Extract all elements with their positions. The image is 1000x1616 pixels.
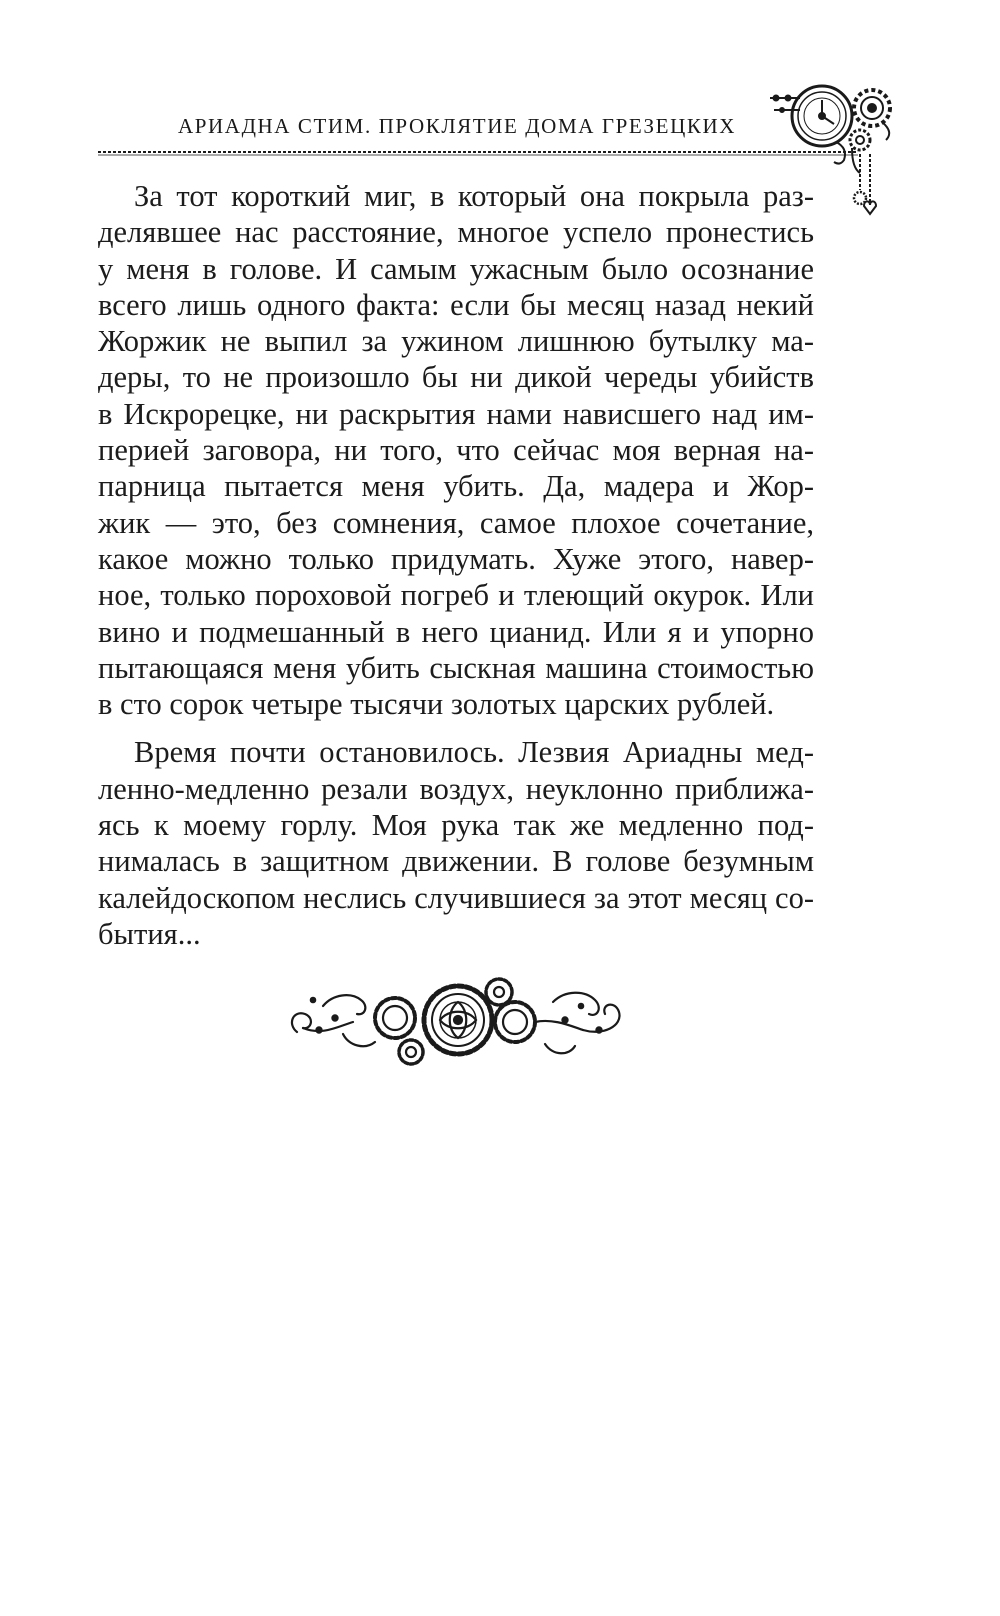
text-line: ное, только пороховой погреб и тлеющий окурок. Или bbox=[98, 578, 814, 613]
steampunk-gear-vignette bbox=[283, 970, 633, 1070]
running-head: АРИАДНА СТИМ. ПРОКЛЯТИЕ ДОМА ГРЕЗЕЦКИХ bbox=[178, 114, 736, 138]
text-line: Время почти остановилось. Лезвия Ариадны мед- bbox=[134, 735, 814, 770]
text-line: в Искрорецке, ни раскрытия нами нависшего над им- bbox=[98, 396, 814, 431]
text-line: парница пытается меня убить. Да, мадера и Жор- bbox=[98, 469, 814, 504]
chapter-body-text bbox=[98, 178, 814, 952]
text-line: у меня в голове. И самым ужасным было осознание bbox=[98, 251, 814, 286]
text-line: ясь к моему горлу. Моя рука так же медленно под- bbox=[98, 808, 814, 843]
text-line: ленно-медленно резали воздух, неуклонно приближа- bbox=[98, 771, 814, 806]
text-line: калейдоскопом неслись случившиеся за этот месяц со- bbox=[98, 880, 814, 915]
paragraph bbox=[98, 734, 814, 952]
text-line: За тот короткий миг, в который она покрыла раз- bbox=[134, 179, 814, 213]
text-line: какое можно только придумать. Хуже этого, навер- bbox=[98, 541, 814, 576]
text-line: вино и подмешанный в него цианид. Или я и упорно bbox=[98, 614, 814, 649]
header-dotted-rule bbox=[98, 147, 858, 157]
text-line: всего лишь одного факта: если бы месяц назад некий bbox=[98, 287, 814, 322]
text-line: делявшее нас расстояние, многое успело пронестись bbox=[98, 215, 814, 250]
paragraph bbox=[98, 178, 814, 722]
text-line: Жоржик не выпил за ужином лишнюю бутылку ма- bbox=[98, 324, 814, 359]
text-line: бытия... bbox=[98, 916, 201, 951]
text-line: деры, то не произошло бы ни дикой череды убийств bbox=[98, 360, 814, 395]
text-line: жик — это, без сомнения, самое плохое сочетание, bbox=[98, 505, 814, 540]
text-line: пытающаяся меня убить сыскная машина стоимостью bbox=[98, 650, 814, 685]
text-line: нималась в защитном движении. В голове безумным bbox=[98, 844, 814, 879]
text-line: перией заговора, ни того, что сейчас моя верная на- bbox=[98, 433, 814, 468]
text-line: в сто сорок четыре тысячи золотых царских рублей. bbox=[98, 687, 775, 722]
